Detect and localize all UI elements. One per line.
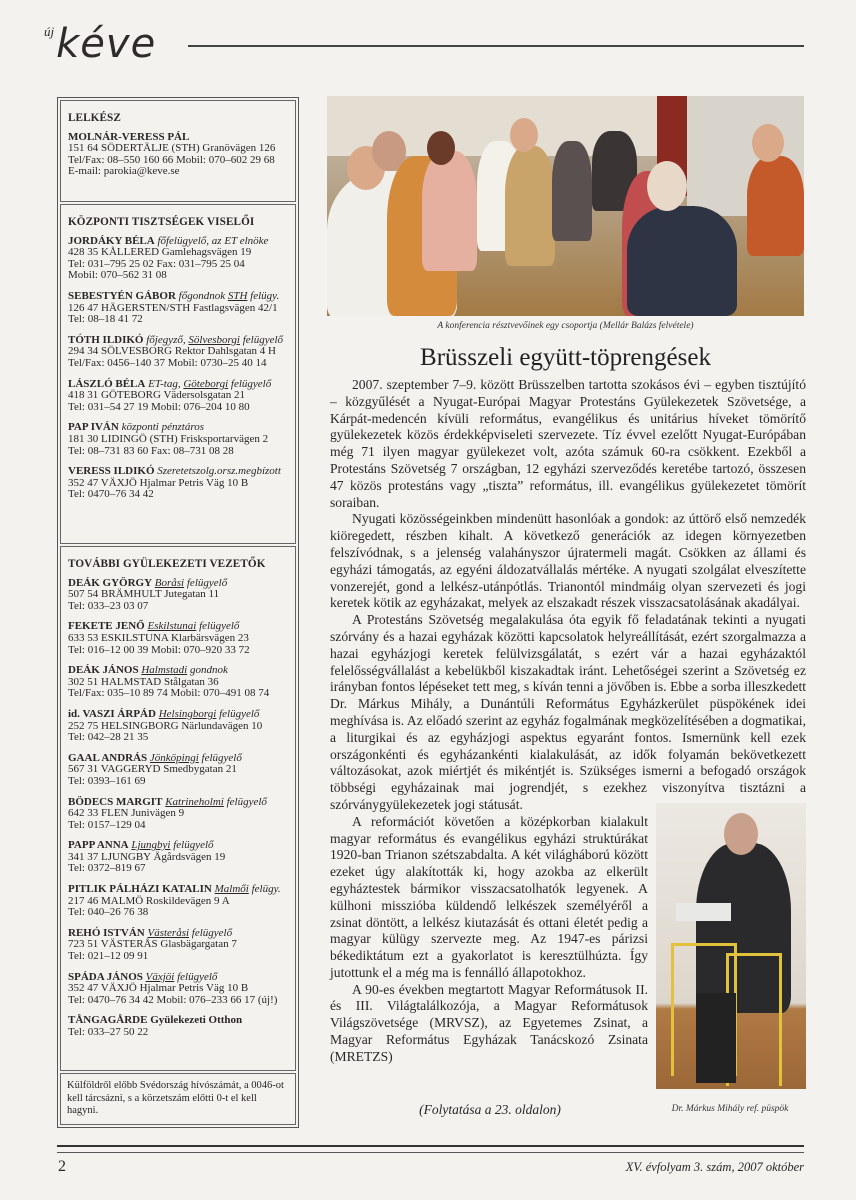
article-paragraph: A reformációt követően a középkorban kialakult magyar református és evangélikus egyházi struktúrákat 1920-ban Trianon szétszabdalta. A két világháború között ezeket úgy alakították ki, hogy azokba az elkerült egyháztestek bármikor visszacsatolhatók legyenek. A külhoni misszióba küldendő lelkészek személyéről a zsinat döntött, a lelkész kiutazását és ottani életét pedig a magyar külügy szervezte meg. Az 1947-es párizsi békediktátum ezt a gyakorlatot is keresztülhúzta. Így jutottunk el a még ma is fennálló állapotokhoz. [330,813,648,980]
contact-role [146,971,218,983]
contact-role [157,465,281,477]
contact-entry [68,621,289,656]
contact-name: JORDÁKY BÉLA [68,234,155,247]
contact-line: Tel: 016–12 00 39 Mobil: 070–920 33 72 [68,643,250,656]
contact-role [159,708,260,720]
directory-section [60,546,296,1071]
contact-line: Tel: 033–27 50 22 [68,1026,149,1038]
contact-line: Tel: 040–26 76 38 [68,906,149,919]
contact-name: DEÁK GYÖRGY [68,576,153,589]
contact-name: PITLIK PÁLHÁZI KATALIN [68,883,212,896]
role-place: STH [227,289,248,302]
contact-line: Mobil: 070–562 31 08 [68,269,167,282]
contact-name: PAPP ANNA [68,839,129,852]
contact-entry [68,379,289,414]
role-prefix: ET-tag, [148,377,184,390]
role-text: Szeretetszolg.orsz.megbízott [157,465,281,478]
role-place: Göteborgi [183,377,229,390]
role-text: központi pénztáros [121,421,204,434]
contact-name: id. VASZI ÁRPÁD [68,707,156,720]
bishop-photo [656,803,806,1089]
contact-line: Tel: 0157–129 04 [68,818,146,831]
role-place: Västeråsi [147,926,190,939]
contact-role [215,883,281,895]
contact-line: Tel: 08–18 41 72 [68,313,143,326]
contact-name: FEKETE JENŐ [68,620,145,633]
contact-entry [68,884,289,919]
role-prefix: főgondnok [178,289,228,302]
contact-line: Tel: 0470–76 34 42 Mobil: 076–233 66 17 (új!) [68,993,278,1006]
dialing-note: Külföldről előbb Svédország hívószámát, a 0046-ot kell tárcsázni, s a körzetszám előtti 0-t el kell hagyni. [60,1073,296,1125]
contact-role [150,752,242,764]
contact-entry [68,797,289,832]
role-place: Helsingborgi [158,707,217,720]
contact-entry [68,928,289,963]
contact-name: MOLNÁR-VERESS PÁL [68,130,190,143]
contact-entry [68,335,289,370]
contact-line: Tel: 042–28 21 35 [68,731,149,744]
contact-line: Tel: 031–54 27 19 Mobil: 076–204 10 80 [68,400,250,413]
role-text: felügy. [247,289,280,302]
contact-entry [68,709,289,744]
contact-role [157,235,268,247]
role-text: felügyelő [189,926,233,939]
contact-line: 126 47 HÄGERSTEN/STH Fastlagsvägen 42/1 [68,301,278,314]
continued-note: (Folytatása a 23. oldalon) [419,1102,561,1117]
role-text: felügyelő [223,795,267,808]
directory-section [60,100,296,202]
contact-name: SEBESTYÉN GÁBOR [68,289,176,302]
role-place: Boråsi [154,576,185,589]
role-text: felügy. [248,883,281,896]
contact-line: Tel: 0470–76 34 42 [68,488,154,501]
contact-line: Tel: 021–12 09 91 [68,950,149,963]
magazine-logo [44,18,157,67]
contact-role [141,664,227,676]
contact-entry [68,1015,289,1038]
contact-line: 181 30 LIDINGÖ (STH) Frisksportarvägen 2 [68,432,269,445]
role-text: felügyelő [239,333,284,346]
contact-line: Tel: 033–23 03 07 [68,599,149,612]
role-text: felügyelő [228,377,272,390]
directory-section [60,204,296,544]
section-heading: TOVÁBBI GYÜLEKEZETI VEZETŐK [68,558,266,570]
contact-entry [68,132,289,178]
role-place: Ljungbyi [131,839,171,852]
contact-line: Tel/Fax: 035–10 89 74 Mobil: 070–491 08 74 [68,687,270,700]
contact-role [148,378,271,390]
role-place: Sölvesborgi [188,333,240,346]
contact-line: E-mail: parokia@keve.se [68,165,180,178]
contact-name: PAP IVÁN [68,421,119,434]
contact-entry [68,972,289,1007]
role-prefix: főjegyző, [146,333,189,346]
contact-entry [68,422,289,457]
contact-entry [68,466,289,501]
contact-role [122,421,204,433]
contact-line: 252 75 HELSINGBORG Närlundavägen 10 [68,719,263,732]
logo-name: kéve [56,21,157,67]
contact-directory [57,97,299,1128]
role-place: Malmői [214,883,249,896]
contact-entry [68,840,289,875]
role-place: Eskilstunai [147,620,197,633]
inset-photo-caption: Dr. Márkus Mihály ref. püspök [671,1104,789,1114]
contact-line: Tel/Fax: 08–550 160 66 Mobil: 070–602 29 68 [68,153,275,166]
contact-entry [68,291,289,326]
contact-name: TÓTH ILDIKÓ [68,333,144,346]
footer-rule [57,1145,804,1153]
contact-name: DEÁK JÁNOS [68,664,139,677]
contact-name: GAAL ANDRÁS [68,751,148,764]
contact-line: 507 54 BRÄMHULT Jutegatan 11 [68,588,220,601]
contact-line: Tel: 0372–819 67 [68,862,146,875]
page-number: 2 [58,1158,66,1175]
contact-line: 341 37 LJUNGBY Ägårdsvägen 19 [68,850,226,863]
contact-line: 633 53 ESKILSTUNA Klarbärsvägen 23 [68,631,249,644]
contact-line: Tel: 031–795 25 02 Fax: 031–795 25 04 [68,257,245,270]
contact-line: 352 47 VÄXJÖ Hjalmar Petris Väg 10 B [68,476,249,489]
contact-entry [68,665,289,700]
role-text: főfelügyelő, az ET elnöke [157,234,269,247]
contact-role [147,620,239,632]
article-paragraph: 2007. szeptember 7–9. között Brüsszelben tartotta szokásos évi – egyben tisztújító – közgyűlését a Nyugat-Európai Magyar Protestáns Gyülekezetek Szövetsége, a Kárpát-medencén kívüli református, evangélikus és unitárius híveket tömörítő gyülekezetek közös érdekképviseleti szervezete. Tíz évvel ezelőtt Nyugat-Európában még 71 ilyen magyar gyülekezet volt, azóta számuk 60-ra csökkent. Ezekből a Protestáns Szövetség 7 országban, 12 egyházi szerveződés keretébe tartozó, összesen 47 közös protestáns vagy „tiszta” református, ill. evangélikus gyülekezetet tömörít soraiban. [330,377,806,510]
role-text: felügyelő [216,707,260,720]
contact-line: 418 31 GÖTEBORG Vädersolsgatan 21 [68,389,245,402]
article-title: Brüsszeli együtt-töprengések [420,344,711,371]
logo-prefix: új [44,24,55,39]
contact-role [146,334,283,346]
role-place: Jönköpingi [149,751,199,764]
conference-photo [327,96,804,316]
article-paragraph: A 90-es években megtartott Magyar Reformátusok II. és III. Világtalálkozója, a Magyar Reformátusok Világszövetsége (MRVSZ), az Egyetemes Zsinat, a Magyar Református Egyházak Tanácskozó Zsinata (MRETZS) [330,981,648,1064]
contact-name: SPÁDA JÁNOS [68,970,143,983]
issue-info: XV. évfolyam 3. szám, 2007 október [625,1160,804,1174]
contact-name: VERESS ILDIKÓ [68,465,155,478]
contact-line: Tel: 08–731 83 60 Fax: 08–731 08 28 [68,444,234,457]
role-place: Växjöi [145,970,175,983]
contact-role [147,927,232,939]
contact-line: 642 33 FLEN Junivägen 9 [68,807,185,820]
role-place: Katrineholmi [165,795,224,808]
contact-line: 723 51 VÄSTERÅS Glasbägargatan 7 [68,938,237,951]
contact-entry [68,578,289,613]
contact-line: 302 51 HALMSTAD Stålgatan 36 [68,675,219,688]
contact-role [155,577,227,589]
header-rule [188,45,804,47]
contact-line: 151 64 SÖDERTÄLJE (STH) Granövägen 126 [68,142,276,155]
contact-name: BÖDECS MARGIT [68,795,163,808]
contact-role [131,839,213,851]
article-paragraph: A Protestáns Szövetség megalakulása óta egyik fő feladatának tekinti a nyugati szórvány és a hazai egyházak közötti kapcsolatok helyreállítását, ezért szorgalmazza a hazai egyházjogi keretek felülvizsgálatát, s ezért vár a hazai egyházaktól felelősségvállalást a kebelükből kiszakadtak iránt. Lehetőségei szerint a Szövetség ez irányban fontos lépéseket tett meg, s kíván tenni a jövőben is. Ebbe a sorba illeszkedett Dr. Márkus Mihály, a Dunántúli Református Egyházkerület püspökének idei meghívása is. Az előadó szerint az egyház fogalmának megközelítésében a dogmatikai, a liturgikai és az egyházjogi aspektus egyaránt fontos. Ismernünk kell ezek országonkénti és egyházankénti kialakulását, az idők folyamán bekövetkezett változásokat, azok miértjét és mikéntjét is. Szükséges ismerni a befogadó országok többségi egyházainak mai jogrendjét, s ezekhez viszonyítva tisztázni a szórványgyülekezetek jogi státusát. [330,612,806,812]
contact-role [165,796,267,808]
photo-caption: A konferencia résztvevőinek egy csoportja (Mellár Balázs felvétele) [437,321,694,331]
contact-name: REHÓ ISTVÁN [68,926,145,939]
contact-line: 428 35 KÅLLERED Gamlehagsvägen 19 [68,246,252,259]
contact-name: LÁSZLÓ BÉLA [68,377,146,390]
contact-line: 294 34 SÖLVESBORG Rektor Dahlsgatan 4 H [68,345,276,358]
contact-role [179,290,280,302]
role-text: felügyelő [184,576,228,589]
role-text: felügyelő [174,970,218,983]
role-place: Halmstadi [141,664,188,677]
role-text: felügyelő [196,620,240,633]
section-heading: LELKÉSZ [68,112,121,124]
contact-line: 352 47 VÄXJÖ Hjalmar Petris Väg 10 B [68,982,249,995]
role-text: gondnok [187,664,228,677]
article-paragraph: Nyugati közösségeinkben mindenütt hasonlóak a gondok: az úttörő első nemzedék kiöregedett, részben kihalt. A következő generációk az idegen környezetben felszívódnak, s a jelenség valahányszor újratermeli magát. Csökken az állami és egyházi támogatás, az egyéni áldozatvállalás mértéke. A nyugati szolgálat elveszítette vonzerejét, gond a lelkész-utánpótlás. Trianontól mindmáig olyan szervezeti és jogi keretek kötik az egyházakat, melyek az elszakadt részek visszacsatolásának akadályai. [330,511,806,611]
article-body [330,377,806,1089]
contact-entry [68,236,289,282]
role-text: felügyelő [170,839,214,852]
contact-line: 567 31 VAGGERYD Smedbygatan 21 [68,763,237,776]
contact-line: 217 46 MALMÖ Roskildevägen 9 A [68,894,230,907]
section-heading: KÖZPONTI TISZTSÉGEK VISELŐI [68,216,255,228]
contact-name: TÅNGAGÅRDE Gyülekezeti Otthon [68,1014,243,1027]
role-text: felügyelő [198,751,242,764]
contact-entry [68,753,289,788]
contact-line: Tel: 0393–161 69 [68,774,146,787]
contact-line: Tel/Fax: 0456–140 37 Mobil: 0730–25 40 14 [68,356,267,369]
